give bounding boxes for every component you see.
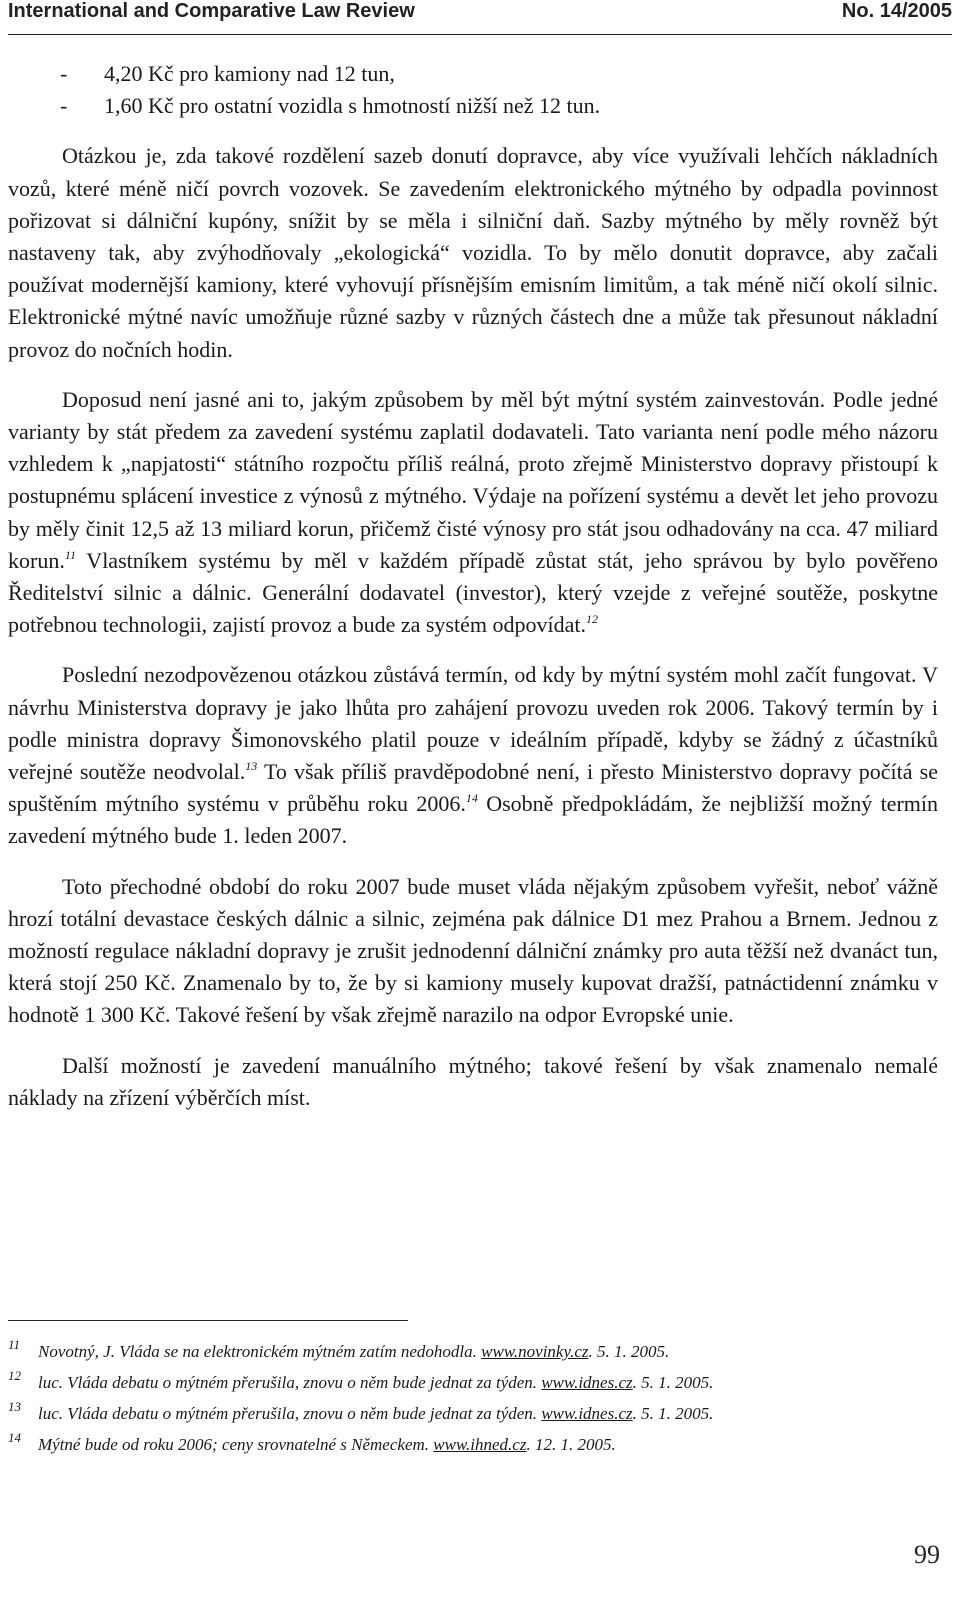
- issue-number: No. 14/2005: [841, 0, 952, 22]
- footnote-ref[interactable]: 11: [64, 547, 76, 562]
- paragraph-text: To však příliš pravděpodobné není, i přesto Ministerstvo dopravy počítá se spuštěním mýtního systému v průběhu roku 2006.: [8, 759, 938, 817]
- footnotes: [8, 1338, 938, 1462]
- footnote-link[interactable]: www.idnes.cz: [541, 1373, 633, 1392]
- running-header: [8, 0, 952, 26]
- footnote: [8, 1431, 938, 1462]
- page-number: 99: [914, 1540, 940, 1569]
- footnote-text: luc. Vláda debatu o mýtném přerušila, znovu o něm bude jednat za týden.: [38, 1404, 542, 1423]
- paragraph-text: Osobně předpokládám, že nejbližší možný termín zavedení mýtného bude 1. leden 2007.: [8, 791, 938, 849]
- list-dash: -: [60, 61, 68, 86]
- footnote: [8, 1338, 938, 1369]
- footnote-link[interactable]: www.idnes.cz: [541, 1404, 633, 1423]
- footnote-ref[interactable]: 14: [465, 791, 478, 806]
- paragraph: [8, 384, 938, 642]
- paragraph-text: Doposud není jasné ani to, jakým způsobem by měl být mýtní systém zainvestován. Podle jedné varianty by stát předem za zavedení systému zaplatil dodavateli. Tato varianta není podle mého názoru vzhledem k „napjatosti“ státního rozpočtu příliš reálná, proto zřejmě Ministerstvo dopravy přistoupí k postupnému splácení investice z výnosů z mýtného. Výdaje na pořízení systému a devět let jeho provozu by měly činit 12,5 až 13 miliard korun, přičemž čisté výnosy pro stát jsou odhadovány na cca. 47 miliard korun.: [8, 386, 938, 573]
- footnote-number: 11: [8, 1337, 21, 1352]
- paragraph: [8, 871, 938, 1032]
- footnote-link[interactable]: www.ihned.cz: [433, 1435, 527, 1454]
- footnote-number: 13: [8, 1399, 21, 1414]
- header-divider: [8, 34, 952, 35]
- list-item-text: 4,20 Kč pro kamiony nad 12 tun,: [104, 61, 395, 86]
- list-item: [60, 90, 938, 122]
- list-item: [60, 58, 938, 90]
- footnote-date: . 12. 1. 2005.: [526, 1435, 616, 1454]
- paragraph-text: Vlastníkem systému by měl v každém případě zůstat stát, jeho správou by bylo pověřeno Ředitelství silnic a dálnic. Generální dodavatel (investor), který vzejde z veřejné soutěže, poskytne potřebnou technologii, zajistí provoz a bude za systém odpovídat.: [8, 547, 938, 638]
- paragraph-text: Poslední nezodpovězenou otázkou zůstává termín, od kdy by mýtní systém mohl začít fungovat. V návrhu Ministerstva dopravy je jako lhůta pro zahájení provozu uveden rok 2006. Takový termín by i podle ministra dopravy Šimonovského platil pouze v ideálním případě, kdyby se žádný z účastníků veřejné soutěže neodvolal.: [8, 662, 938, 785]
- footnote-date: . 5. 1. 2005.: [588, 1342, 670, 1361]
- paragraph-text: Otázkou je, zda takové rozdělení sazeb donutí dopravce, aby více využívali lehčích nákladních vozů, které méně ničí povrch vozovek. Se zavedením elektronického mýtného by odpadla povinnost pořizovat si dálniční kupóny, snížit by se měla i silniční daň. Sazby mýtného by měly rovněž být nastaveny tak, aby zvýhodňovaly „ekologická“ vozidla. To by mělo donutit dopravce, aby začali používat modernější kamiony, které vyhovují přísnějším emisním limitům, a tak méně ničí okolí silnic. Elektronické mýtné navíc umožňuje různé sazby v různých částech dne a může tak přesunout nákladní provoz do nočních hodin.: [8, 143, 938, 362]
- footnote-number: 14: [8, 1430, 21, 1445]
- list-dash: -: [60, 93, 68, 119]
- paragraph-text: Další možností je zavedení manuálního mýtného; takové řešení by však znamenalo nemalé náklady na zřízení výběrčích míst.: [8, 1052, 938, 1110]
- paragraph-text: Toto přechodné období do roku 2007 bude muset vláda nějakým způsobem vyřešit, neboť vážně hrozí totální devastace českých dálnic a silnic, zejména pak dálnice D1 mez Prahou a Brnem. Jednou z možností regulace nákladní dopravy je zrušit jednodenní dálniční známky pro auta těžší než dvanáct tun, která stojí 250 Kč. Znamenalo by to, že by si kamiony musely kupovat dražší, patnáctidenní známku v hodnotě 1 300 Kč. Takové řešení by však zřejmě narazilo na odpor Evropské unie.: [8, 873, 938, 1028]
- footnote-number: 12: [8, 1368, 21, 1383]
- footnote-link[interactable]: www.novinky.cz: [481, 1342, 589, 1361]
- footnote-divider: [8, 1320, 408, 1321]
- paragraph: [8, 1050, 938, 1114]
- footnote-date: . 5. 1. 2005.: [632, 1373, 714, 1392]
- paragraph: [8, 140, 938, 365]
- journal-title: International and Comparative Law Review: [8, 0, 415, 22]
- list-item-text: 1,60 Kč pro ostatní vozidla s hmotností nižší než 12 tun.: [104, 93, 601, 119]
- body-text: [8, 58, 938, 1114]
- footnote-ref[interactable]: 13: [245, 759, 258, 774]
- footnote-text: luc. Vláda debatu o mýtném přerušila, znovu o něm bude jednat za týden.: [38, 1373, 542, 1392]
- footnote-text: Novotný, J. Vláda se na elektronickém mýtném zatím nedohodla.: [38, 1342, 482, 1361]
- footnote-ref[interactable]: 12: [585, 612, 598, 627]
- footnote-date: . 5. 1. 2005.: [632, 1404, 714, 1423]
- footnote: [8, 1369, 938, 1400]
- paragraph: [8, 659, 938, 852]
- footnote: [8, 1400, 938, 1431]
- footnote-text: Mýtné bude od roku 2006; ceny srovnatelné s Německem.: [38, 1435, 434, 1454]
